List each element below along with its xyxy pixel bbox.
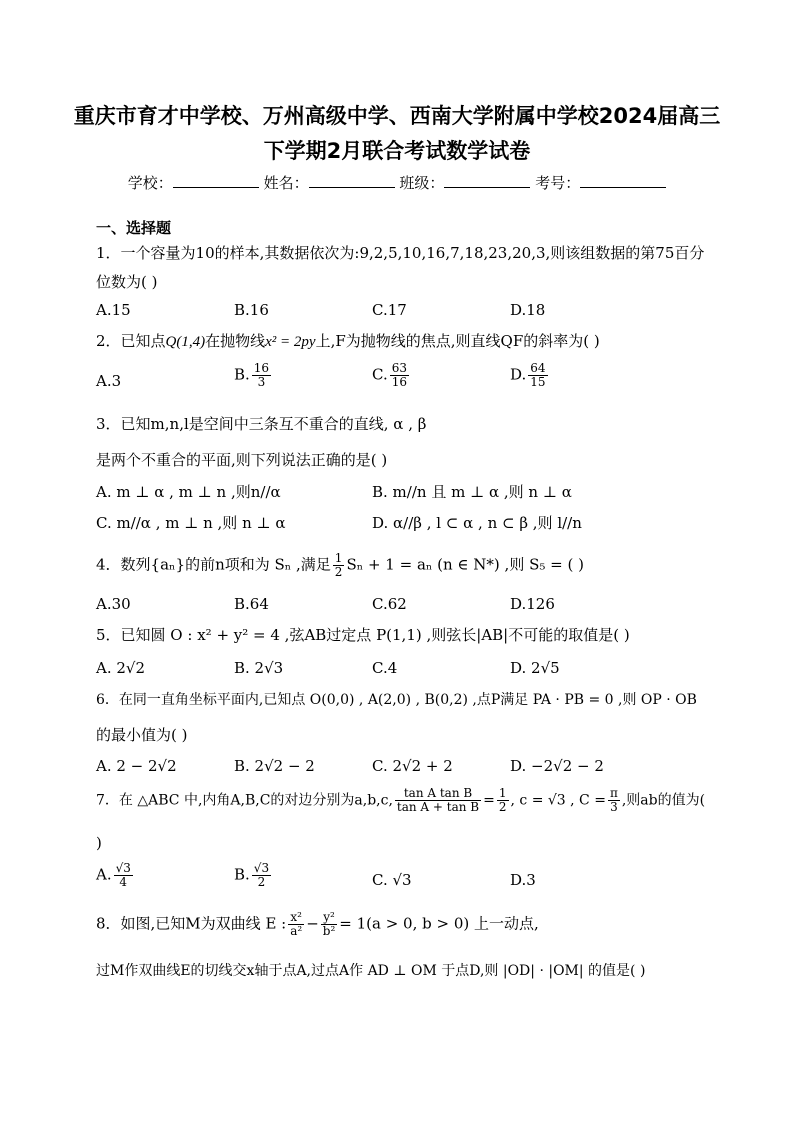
q4-fraction <box>333 552 345 579</box>
section-title: 一、选择题 <box>96 219 172 237</box>
q2-d-fraction <box>528 362 547 389</box>
q7-option-a <box>96 862 135 889</box>
question-7-line1 <box>96 787 705 814</box>
q5-option-a: A. 2√2 <box>96 659 146 677</box>
q1-option-c: C.17 <box>372 301 407 319</box>
q7-b-fraction <box>252 862 271 889</box>
q2-d-num: 64 <box>530 361 546 375</box>
q2-b-fraction <box>252 362 271 389</box>
q7-eq: = <box>483 792 495 809</box>
q8-fraction-x <box>288 911 304 938</box>
question-1-line2: 位数为( ) <box>96 273 158 291</box>
q2-c-fraction <box>390 362 409 389</box>
question-6-line1: 6．在同一直角坐标平面内,已知点 O(0,0) , A(2,0) , B(0,2) ,点P满足 PA · PB = 0 ,则 OP · OB <box>96 692 697 708</box>
q7-fraction-pi <box>608 787 620 814</box>
q2-option-c <box>372 362 411 389</box>
q1-option-b: B.16 <box>234 301 269 319</box>
q7-frac3-num: π <box>609 786 618 800</box>
q7-pre: 7．在 △ABC 中,内角A,B,C的对边分别为a,b,c, <box>96 792 393 809</box>
q5-option-d: D. 2√5 <box>510 659 560 677</box>
question-1-line1: 1．一个容量为10的样本,其数据依次为:9,2,5,10,16,7,18,23,20,3,则该组数据的第75百分 <box>96 244 705 262</box>
exam-title-line1: 重庆市育才中学校、万州高级中学、西南大学附属中学校2024届高三 <box>73 104 721 128</box>
q7-b-pre: B. <box>234 865 250 884</box>
q7-frac2-den: 2 <box>498 800 507 814</box>
q3-option-c: C. m//α , m ⊥ n ,则 n ⊥ α <box>96 514 286 532</box>
q8-f2-den: b² <box>322 924 336 938</box>
q2-option-b <box>234 362 273 389</box>
q8-minus: − <box>306 914 319 933</box>
q7-frac3-den: 3 <box>610 800 618 814</box>
question-5: 5．已知圆 O : x² + y² = 4 ,弦AB过定点 P(1,1) ,则弦长|AB|不可能的取值是( ) <box>96 626 630 644</box>
question-4 <box>96 552 584 579</box>
question-2 <box>96 330 600 351</box>
q7-mid: , c = √3 , C = <box>510 792 606 809</box>
school-blank <box>173 173 259 188</box>
q2-b-den: 3 <box>257 375 266 389</box>
q7-fraction-tan <box>395 787 481 814</box>
q7-option-c: C. √3 <box>372 871 412 889</box>
question-8-line1 <box>96 911 539 938</box>
q8-fraction-y <box>321 911 338 938</box>
question-7-line2: ) <box>96 834 102 852</box>
q3-option-d: D. α//β , l ⊂ α , n ⊂ β ,则 l//n <box>372 514 582 532</box>
q2-c-num: 63 <box>391 361 407 375</box>
q7-frac2-num: 1 <box>498 786 507 800</box>
q2-curve: x² = 2py <box>265 334 316 350</box>
exam-title-line2: 下学期2月联合考试数学试卷 <box>263 139 531 163</box>
q2-pre: 2．已知点 <box>96 332 166 350</box>
q7-a-den: 4 <box>119 875 128 889</box>
q7-b-num: √3 <box>253 861 270 875</box>
q2-b-pre: B. <box>234 365 250 384</box>
student-info-row <box>0 172 794 193</box>
q7-b-den: 2 <box>257 875 266 889</box>
q2-c-pre: C. <box>372 365 388 384</box>
school-label: 学校： <box>127 174 173 192</box>
question-3-line1: 3．已知m,n,l是空间中三条互不重合的直线, α , β <box>96 415 427 433</box>
q7-post: ,则ab的值为( <box>621 792 706 809</box>
q2-option-a: A.3 <box>96 372 122 390</box>
q4-post: Sₙ + 1 = aₙ (n ∈ N*) ,则 S₅ = ( ) <box>346 555 584 574</box>
q8-f1-num: x² <box>288 911 304 925</box>
number-label: 考号： <box>535 174 581 192</box>
q7-frac1-num: tan A tan B <box>395 787 481 801</box>
name-label: 姓名： <box>263 174 309 192</box>
q2-d-den: 15 <box>530 375 546 389</box>
q7-option-b <box>234 862 273 889</box>
q3-option-b: B. m//n 且 m ⊥ α ,则 n ⊥ α <box>372 483 572 501</box>
q5-option-c: C.4 <box>372 659 398 677</box>
q7-fraction-half <box>497 787 509 814</box>
question-8-line2: 过M作双曲线E的切线交x轴于点A,过点A作 AD ⊥ OM 于点D,则 |OD| · |OM| 的值是( ) <box>96 963 646 979</box>
q7-option-d: D.3 <box>510 871 536 889</box>
q6-option-a: A. 2 − 2√2 <box>96 757 177 775</box>
name-blank <box>309 173 395 188</box>
q8-f2-num: y² <box>321 911 338 925</box>
q1-option-a: A.15 <box>96 301 131 319</box>
q2-option-d <box>510 362 550 389</box>
q4-option-d: D.126 <box>510 595 555 613</box>
q4-pre: 4．数列{aₙ}的前n项和为 Sₙ ,满足 <box>96 555 331 574</box>
q2-mid2: 上,F为抛物线的焦点,则直线QF的斜率为( ) <box>315 332 600 350</box>
q3-option-a: A. m ⊥ α , m ⊥ n ,则n//α <box>96 483 281 501</box>
q6-option-c: C. 2√2 + 2 <box>372 757 453 775</box>
q4-frac-den: 2 <box>334 565 343 579</box>
q2-d-pre: D. <box>510 365 527 384</box>
class-blank <box>444 173 530 188</box>
number-blank <box>580 173 666 188</box>
question-3-line2: 是两个不重合的平面,则下列说法正确的是( ) <box>96 451 388 469</box>
q6-option-d: D. −2√2 − 2 <box>510 757 604 775</box>
q8-pre: 8．如图,已知M为双曲线 E : <box>96 914 287 933</box>
q5-option-b: B. 2√3 <box>234 659 284 677</box>
q2-mid1: 在抛物线 <box>205 332 266 350</box>
q8-f1-den: a² <box>290 924 303 938</box>
q4-frac-num: 1 <box>334 551 343 565</box>
q7-a-fraction <box>114 862 133 889</box>
q1-option-d: D.18 <box>510 301 546 319</box>
q6-option-b: B. 2√2 − 2 <box>234 757 315 775</box>
q7-frac1-den: tan A + tan B <box>396 800 480 814</box>
q4-option-b: B.64 <box>234 595 269 613</box>
q2-point: Q(1,4) <box>165 334 206 350</box>
q2-b-num: 16 <box>253 361 270 375</box>
question-6-line2: 的最小值为( ) <box>96 726 188 744</box>
q2-c-den: 16 <box>391 375 407 389</box>
q8-post: = 1(a > 0, b > 0) 上一动点, <box>339 914 539 933</box>
q7-a-num: √3 <box>115 861 131 875</box>
class-label: 班级： <box>399 174 445 192</box>
q4-option-a: A.30 <box>96 595 131 613</box>
q7-a-pre: A. <box>96 865 112 884</box>
q4-option-c: C.62 <box>372 595 407 613</box>
